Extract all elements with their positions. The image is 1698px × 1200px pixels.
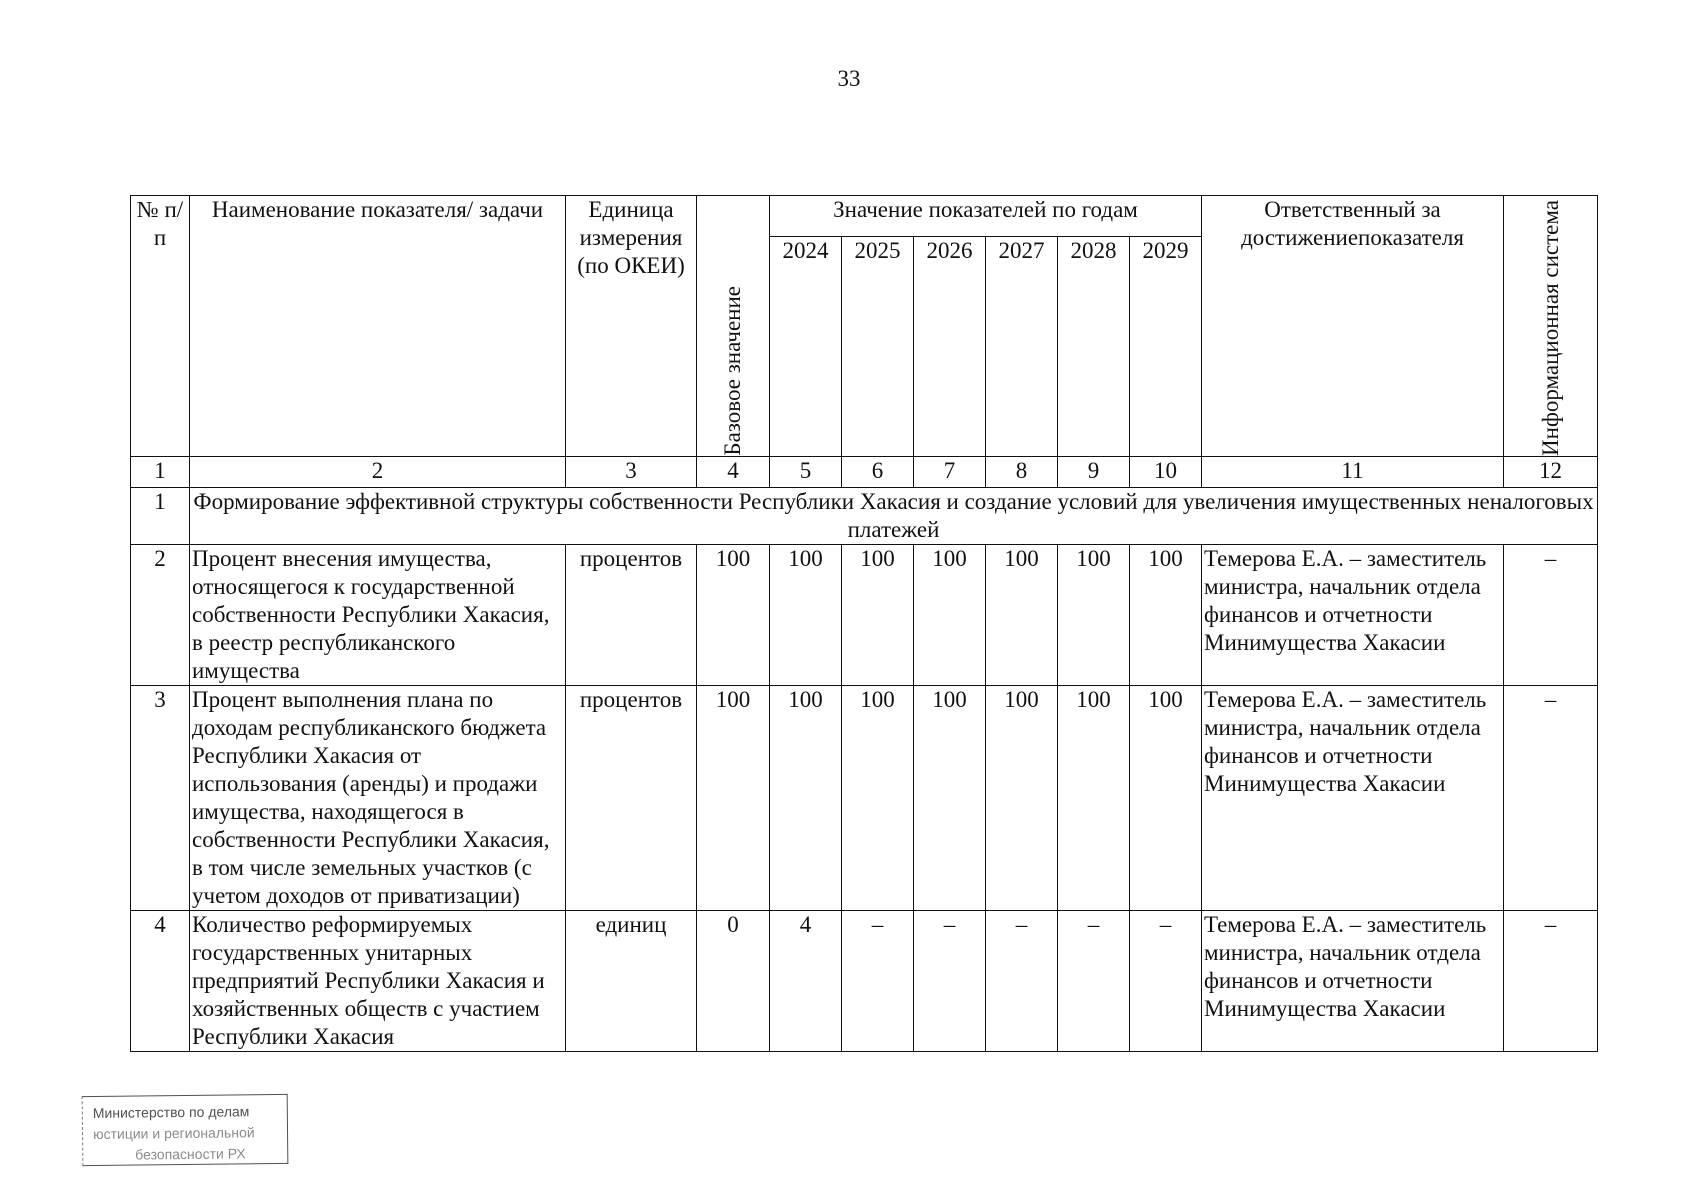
- table-row: [131, 910, 1598, 1051]
- row-responsible: Темерова Е.А. – заместитель министра, начальник отдела финансов и отчетности Минимущества Хакасии: [1202, 685, 1504, 910]
- header-year: 2027: [986, 237, 1058, 457]
- row-year-value: 100: [1058, 544, 1130, 685]
- column-number: 5: [770, 456, 842, 487]
- column-number: 4: [697, 456, 770, 487]
- header-years-group: Значение показателей по годам: [770, 196, 1202, 237]
- row-year-value: 100: [914, 544, 986, 685]
- row-year-value: 100: [986, 544, 1058, 685]
- row-info-system: –: [1504, 910, 1598, 1051]
- column-number: 3: [566, 456, 697, 487]
- header-year: 2024: [770, 237, 842, 457]
- row-name: Количество реформируемых государственных унитарных предприятий Республики Хакасия и хозяйственных обществ с участием Республики Хакасия: [190, 910, 566, 1051]
- row-year-value: –: [1058, 910, 1130, 1051]
- row-name: Процент выполнения плана по доходам республиканского бюджета Республики Хакасия от использования (аренды) и продажи имущества, находящегося в собственности Республики Хакасия, в том числе земельных участков (с учетом доходов от приватизации): [190, 685, 566, 910]
- row-year-value: 100: [842, 544, 914, 685]
- header-year: 2029: [1130, 237, 1202, 457]
- row-base: 100: [697, 685, 770, 910]
- header-base: [697, 196, 770, 457]
- indicators-table: [130, 195, 1598, 1052]
- column-number: 6: [842, 456, 914, 487]
- stamp-line: юстиции и региональной: [92, 1124, 255, 1142]
- column-number: 11: [1202, 456, 1504, 487]
- stamp-line: Министерство по делам: [92, 1103, 250, 1121]
- header-num: № п/п: [131, 196, 190, 457]
- section-row: [131, 487, 1598, 544]
- header-info-system-label: Информационная система: [1537, 200, 1563, 456]
- row-year-value: 100: [770, 685, 842, 910]
- row-year-value: 100: [1130, 544, 1202, 685]
- row-responsible: Темерова Е.А. – заместитель министра, начальник отдела финансов и отчетности Минимущества Хакасии: [1202, 910, 1504, 1051]
- row-responsible: Темерова Е.А. – заместитель министра, начальник отдела финансов и отчетности Минимущества Хакасии: [1202, 544, 1504, 685]
- column-number: 10: [1130, 456, 1202, 487]
- column-number: 8: [986, 456, 1058, 487]
- ministry-stamp: [82, 1094, 289, 1166]
- header-unit: Единица измерения (по ОКЕИ): [566, 196, 697, 457]
- row-info-system: –: [1504, 685, 1598, 910]
- row-year-value: 100: [1130, 685, 1202, 910]
- row-year-value: 100: [914, 685, 986, 910]
- column-number: 12: [1504, 456, 1598, 487]
- row-info-system: –: [1504, 544, 1598, 685]
- stamp-line: безопасности РХ: [135, 1145, 246, 1163]
- header-responsible: Ответственный за достижениепоказателя: [1202, 196, 1504, 457]
- row-year-value: 100: [842, 685, 914, 910]
- row-year-value: –: [986, 910, 1058, 1051]
- header-year: 2025: [842, 237, 914, 457]
- column-number: 1: [131, 456, 190, 487]
- header-row: [131, 196, 1598, 237]
- row-year-value: 4: [770, 910, 842, 1051]
- row-num: 3: [131, 685, 190, 910]
- header-year: 2028: [1058, 237, 1130, 457]
- row-year-value: –: [914, 910, 986, 1051]
- page-number: 33: [837, 66, 861, 91]
- row-unit: процентов: [566, 544, 697, 685]
- row-year-value: –: [1130, 910, 1202, 1051]
- row-num: 4: [131, 910, 190, 1051]
- row-unit: единиц: [566, 910, 697, 1051]
- header-name: Наименование показателя/ задачи: [190, 196, 566, 457]
- section-title: Формирование эффективной структуры собственности Республики Хакасия и создание условий для увеличения имущественных неналоговых платежей: [190, 487, 1598, 544]
- row-year-value: 100: [1058, 685, 1130, 910]
- row-unit: процентов: [566, 685, 697, 910]
- row-num: 2: [131, 544, 190, 685]
- column-number: 9: [1058, 456, 1130, 487]
- table-row: [131, 544, 1598, 685]
- header-base-label: Базовое значение: [720, 286, 745, 456]
- row-name: Процент внесения имущества, относящегося к государственной собственности Республики Хакасия, в реестр республиканского имущества: [190, 544, 566, 685]
- column-number: 2: [190, 456, 566, 487]
- column-number: 7: [914, 456, 986, 487]
- section-num: 1: [131, 487, 190, 544]
- row-year-value: –: [842, 910, 914, 1051]
- row-base: 0: [697, 910, 770, 1051]
- row-base: 100: [697, 544, 770, 685]
- header-info-system: [1504, 196, 1598, 457]
- row-year-value: 100: [986, 685, 1058, 910]
- header-year: 2026: [914, 237, 986, 457]
- column-numbers-row: [131, 456, 1598, 487]
- table-row: [131, 685, 1598, 910]
- row-year-value: 100: [770, 544, 842, 685]
